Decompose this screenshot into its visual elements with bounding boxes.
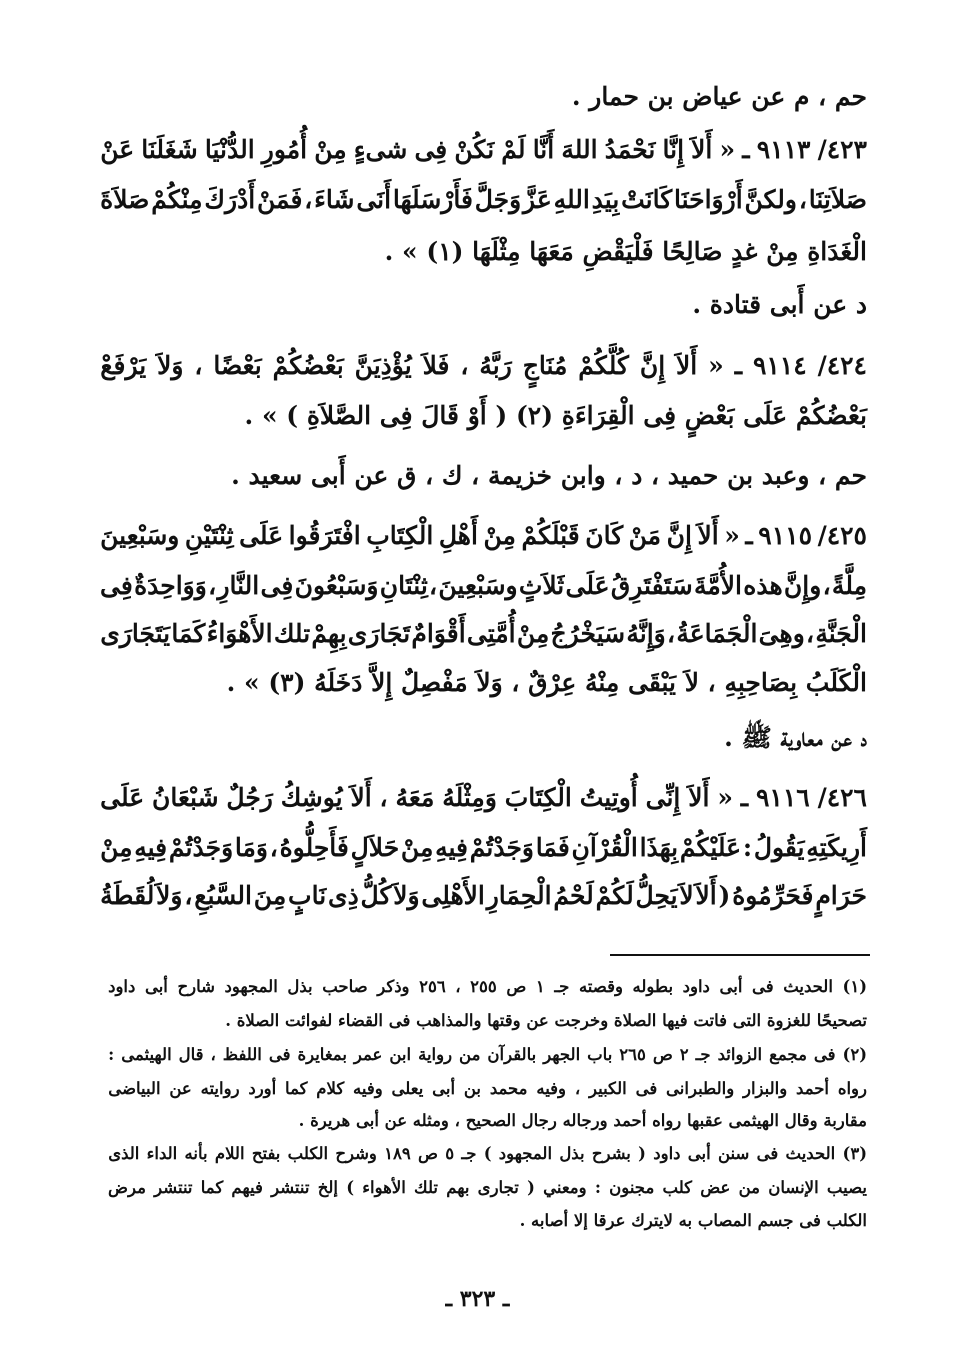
hadith-line: مِلَّةً ، وإِنَّ هذه الأُمَّةَ سَتَفْتَرِقُ عَلَى ثَلاَثٍ وسَبْعِينَ ، ثِنْتَانِ وَسَبْعُونَ فِى النَّارِ ، وَوَاحِدَةٌ فِى — [100, 571, 867, 600]
footnote-line: (١) الحديث فى أبى داود بطوله وقصته جـ ١ ص ٢٥٥ ، ٢٥٦ وذكر صاحب بذل المجهود شارح أبى داود — [108, 977, 867, 996]
hadith-line: أَرِيكَتِهِ يَقُولُ : عَلَيْكُمْ بِهَذَا الْقُرْآنِ فَمَا وَجَدْتُمْ فِيهِ مِنْ حَلاَلٍ فَأَحِلُّوهُ ، وَمَا وَجَدْتُمْ فِيهِ مِنْ — [100, 833, 867, 862]
footnote-line: مقاربة وقال الهيثمى عقبها رواه أحمد ورجاله رجال الصحيح ، ومثله عن أبى هريرة . — [298, 1111, 867, 1130]
source-line: حم ، وعبد بن حميد ، د ، وابن خزيمة ، ك ، ق عن أَبى سعيد . — [231, 461, 867, 490]
hadith-line: بَعْضُكُمْ عَلَى بَعْضٍ فِى الْقِرَاءَةِ (٢) ( أَوْ قَالَ فِى الصَّلاَةِ ) » . — [244, 401, 867, 430]
footnote-line: يصيب الإنسان من عض كلب مجنون : ومعني ( تجارى بهم تلك الأهواء ) إلخ تنتشر فيهم كما تنتشر مرض — [108, 1178, 867, 1197]
hadith-line: الْجَنَّةِ ، وهِىَ الْجَمَاعَةُ ، وَإِنَّهُ سَيَخْرُجُ مِنْ أُمَّتِى أَقْوَامٌ تَجَارَى بِهِمْ تلك الأَهْوَاءُ كَمَا يَتَجَارَى — [100, 619, 867, 648]
page-number: ـ ٣٢٣ ـ — [445, 1286, 510, 1312]
hadith-line: ٤٢٦/ ٩١١٦ ـ « أَلاَ إِنِّى أُوتِيتُ الْكِتَابَ وَمِثْلَهُ مَعَهُ ، أَلاَ يُوشِكُ رَجُلٌ شَبْعَانُ عَلَى — [100, 783, 867, 812]
hadith-line: ٤٢٤/ ٩١١٤ ـ « أَلاَ إِنَّ كُلَّكُمْ مُنَاجٍ رَبَّهُ ، فَلاَ يُؤْذِيَنَّ بَعْضُكُمْ بَعْضًا ، وَلاَ يَرْفَعْ — [100, 351, 867, 380]
hadith-line: ٤٢٥/ ٩١١٥ ـ « أَلاَ إِنَّ مَنْ كَانَ قَبْلَكُمْ مِنْ أَهْلِ الْكِتَابِ افْتَرَقُوا عَلَى ثِنْتَيْنِ وسَبْعِينَ — [100, 521, 867, 550]
footnote-line: تصحيحًا للغزوة التى فاتت فيها الصلاة وخرجت عن وقتها والمذاهب فى القضاء لفوائت الصلاة . — [225, 1011, 867, 1030]
source-line: د عن معاوية ﷺ . — [724, 723, 867, 752]
footnote-line: الكلب فى جسم المصاب به لايترك عرقا إلا أصابه . — [519, 1211, 867, 1230]
footnote-line: (٣) الحديث فى سنن أبى داود ( بشرح بذل المجهود ) جـ ٥ ص ١٨٩ وشرح الكلب بفتح اللام بأنه الداء الذى — [108, 1144, 867, 1163]
hadith-line: ٤٢٣/ ٩١١٣ ـ « أَلاَ إِنَّا نَحْمَدُ اللهَ أَنَّا لَمْ نَكُنْ فِى شىءٍ مِنْ أُمُورِ الدُّنْيَا شَغَلَنَا عَنْ — [100, 135, 867, 164]
footnote-separator — [610, 954, 870, 956]
footnote-line: رواه أحمد والبزار والطبرانى فى الكبير ، وفيه محمد بن أبى يعلى وفيه كلام كما أورد روايته عن البياضى — [108, 1079, 867, 1098]
hadith-line: الْكَلَبُ بِصَاحِبِهِ ، لاَ يَبْقَى مِنْهُ عِرْقٌ ، وَلاَ مَفْصِلٌ إِلاَّ دَخَلَهُ (٣) » . — [226, 668, 867, 697]
hadith-line: الْغَدَاةِ مِنْ غدٍ صَالِحًا فَلْيَقْضِ مَعَهَا مِثْلَهَا (١) » . — [384, 237, 867, 266]
hadith-line: صَلاَتِنَا ، ولكنَّ أَرْوَاحَنَا كَانَتْ بِيَدِ اللهِ عَزَّ وَجَلَّ فَأَرْسَلَهَا أَنَى شَاءَ ، فَمَنْ أَدْرَكَ مِنْكُمْ صَلاَةَ — [100, 185, 867, 214]
source-line: د عن أَبى قتادة . — [692, 290, 867, 319]
footnote-line: (٢) فى مجمع الزوائد جـ ٢ ص ٢٦٥ باب الجهر بالقرآن من رواية ابن عمر بمغايرة فى اللفظ ، قال الهيثمى : — [108, 1045, 867, 1064]
source-line: حم ، م عن عياض بن حمار . — [571, 82, 867, 111]
hadith-line: حَرَامٍ فَحَرِّمُوهُ ( أَلاَ لاَ يَحِلُّ لَكُمْ لَحْمُ الْحِمَارِ الأَهْلِى وَلاَ كُلُّ ذِى نَابٍ مِنَ السَّبُعِ ، وَلاَ لُقَطَةُ — [100, 881, 867, 910]
